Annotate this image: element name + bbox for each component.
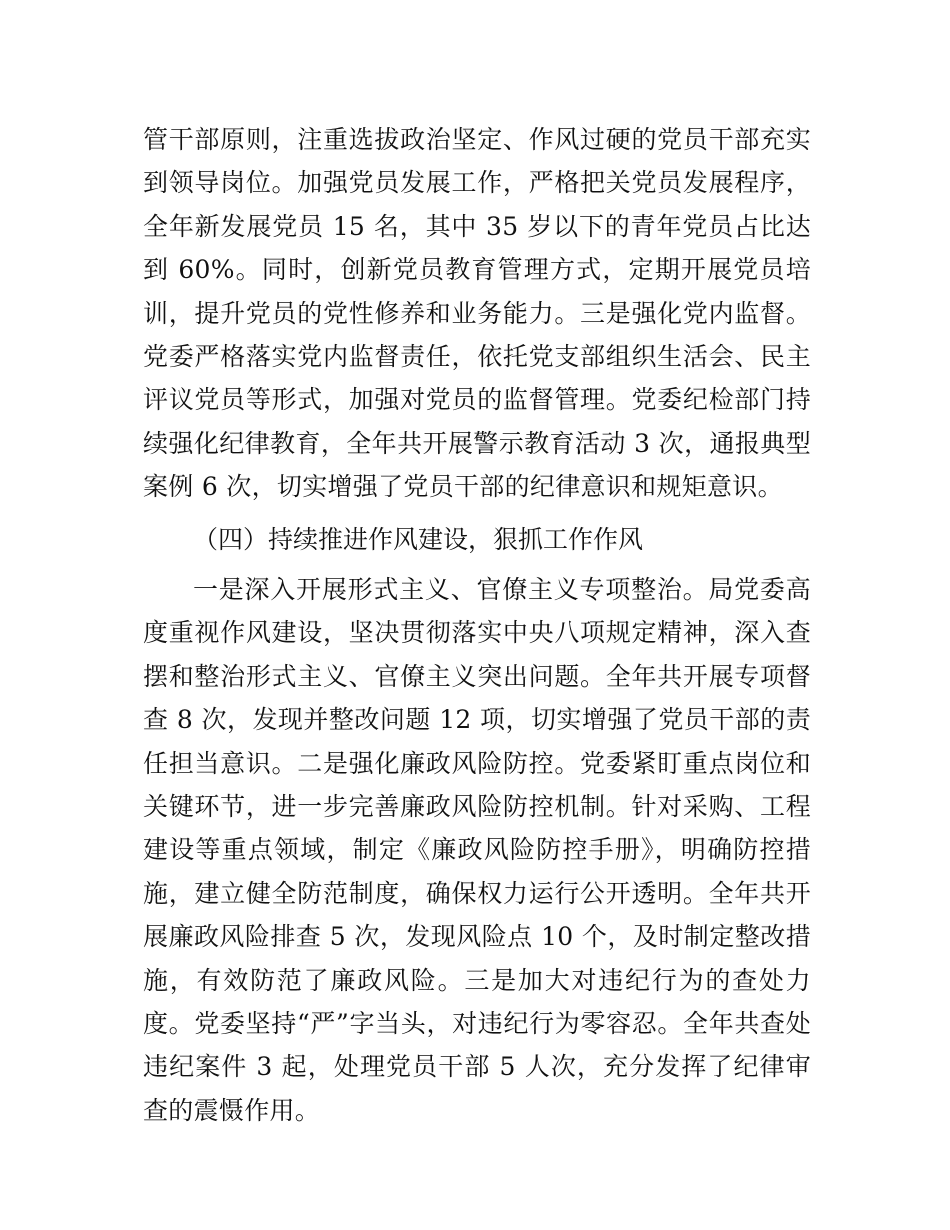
paragraph-continued: 管干部原则，注重选拔政治坚定、作风过硬的党员干部充实到领导岗位。加强党员发展工作，严格把关党员发展程序，全年新发展党员 15 名，其中 35 岁以下的青年党员占比达到 60%。同时，创新党员教育管理方式，定期开展党员培训，提升党员的党性修养和业务能力。三是强化党内监督。党委严格落实党内监督责任，依托党支部组织生活会、民主评议党员等形式，加强对党员的监督管理。党委纪检部门持续强化纪律教育，全年共开展警示教育活动 3 次，通报典型案例 6 次，切实增强了党员干部的纪律意识和规矩意识。 xyxy=(143,125,811,502)
paragraph-section4: 一是深入开展形式主义、官僚主义专项整治。局党委高度重视作风建设，坚决贯彻落实中央八项规定精神，深入查摆和整治形式主义、官僚主义突出问题。全年共开展专项督查 8 次，发现并整改问题 12 项，切实增强了党员干部的责任担当意识。二是强化廉政风险防控。党委紧盯重点岗位和关键环节，进一步完善廉政风险防控机制。针对采购、工程建设等重点领域，制定《廉政风险防控手册》，明确防控措施，建立健全防范制度，确保权力运行公开透明。全年共开展廉政风险排查 5 次，发现风险点 10 个，及时制定整改措施，有效防范了廉政风险。三是加大对违纪行为的查处力度。党委坚持“严”字当头，对违纪行为零容忍。全年共查处违纪案件 3 起，处理党员干部 5 人次，充分发挥了纪律审查的震慑作用。 xyxy=(143,575,811,1125)
section-heading: （四）持续推进作风建设，狠抓工作作风 xyxy=(193,525,644,554)
body-text-block-continued xyxy=(143,118,811,509)
body-text-block-section4 xyxy=(143,568,811,1132)
